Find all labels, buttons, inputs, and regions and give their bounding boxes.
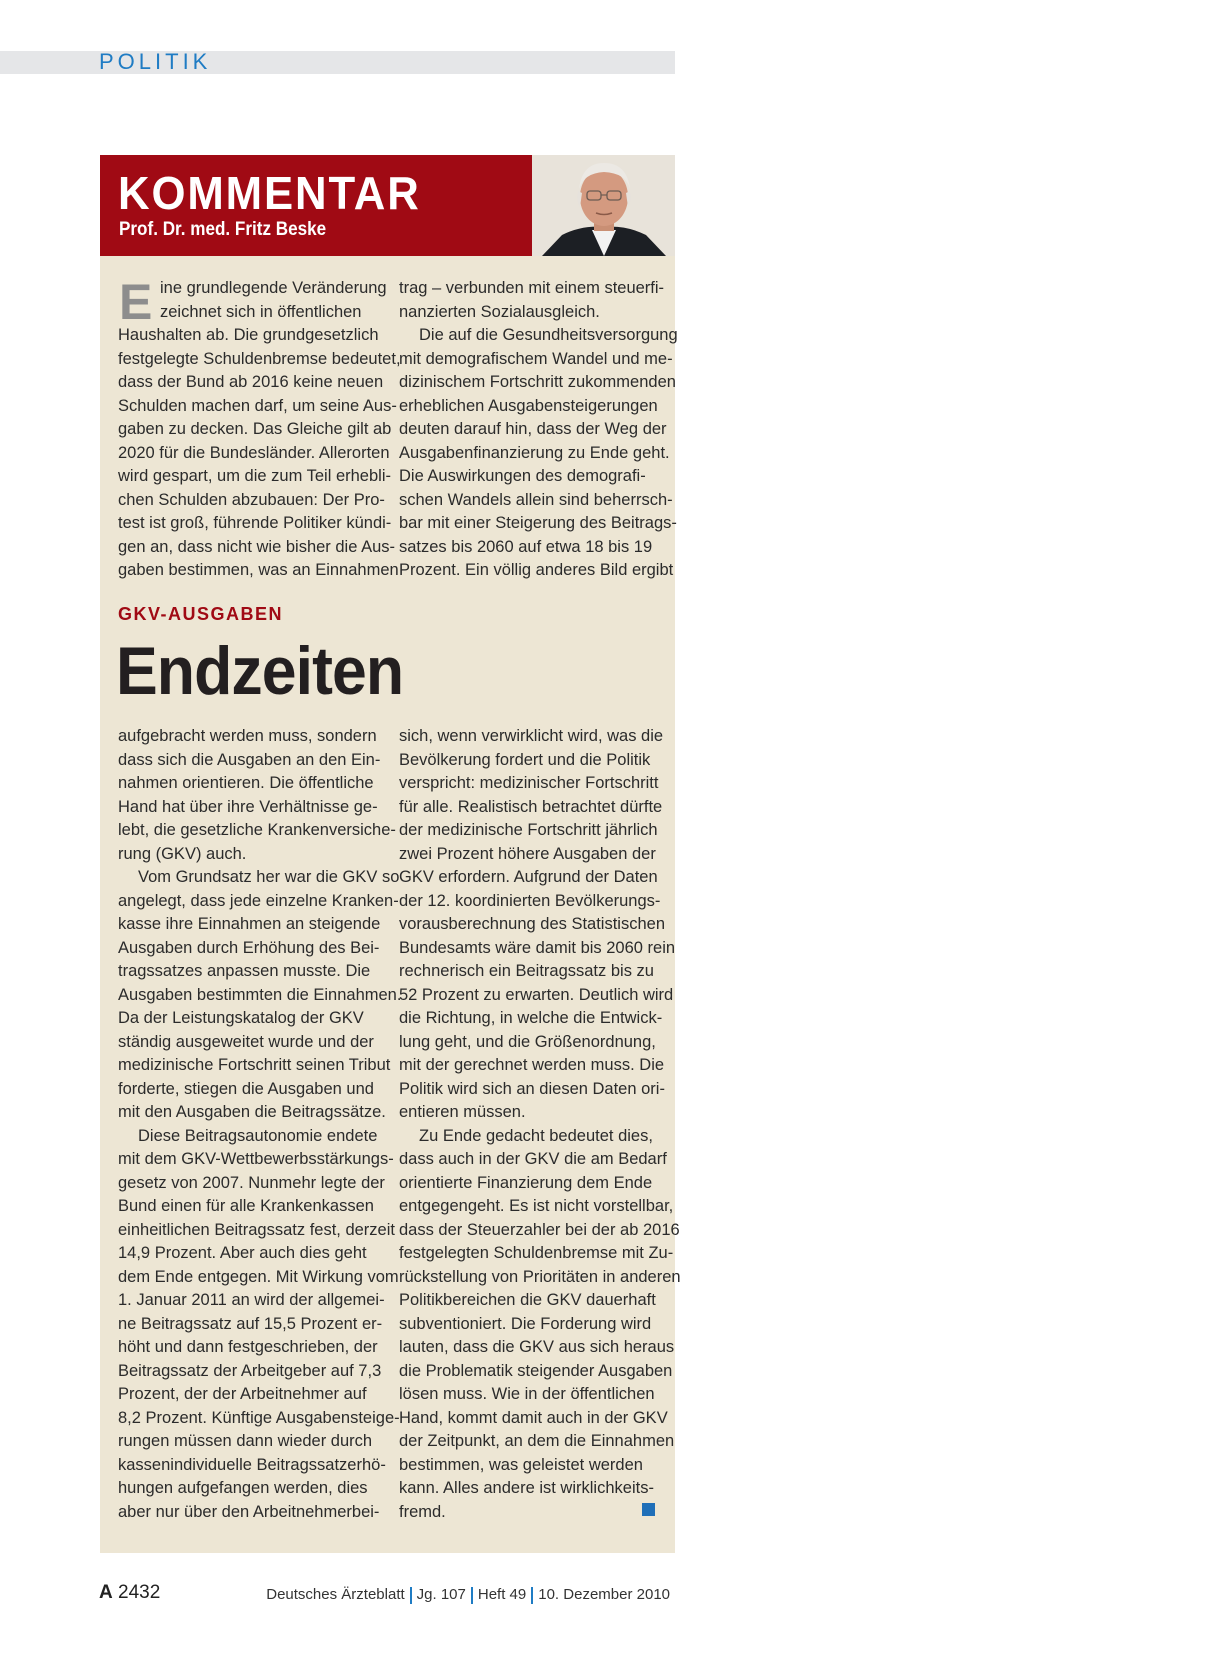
text-line: bar mit einer Steigerung des Beitrags- — [399, 514, 677, 532]
text-line: Hand, kommt damit auch in der GKV — [399, 1408, 668, 1427]
text-line: tragssatzes anpassen musste. Die — [118, 962, 371, 980]
column-bottom-left — [118, 725, 401, 1524]
text-line: aufgebracht werden muss, sondern — [118, 727, 377, 745]
text-line: Ausgaben durch Erhöhung des Bei- — [118, 938, 380, 957]
text-line: ne Beitragssatz auf 15,5 Prozent er- — [118, 1314, 383, 1333]
text-line: gaben bestimmen, was an Einnahmen — [118, 561, 399, 579]
author-name: Prof. Dr. med. Fritz Beske — [119, 219, 327, 240]
commentary-title: KOMMENTAR — [118, 167, 421, 219]
text-line: Bundesamts wäre damit bis 2060 rein — [399, 938, 676, 957]
text-line: schen Wandels allein sind beherrsch- — [399, 490, 673, 509]
text-line: chen Schulden abzubauen: Der Pro- — [118, 490, 385, 509]
journal-name: Deutsches Ärzteblatt — [266, 1586, 405, 1603]
text-line: lung geht, und die Größenordnung, — [399, 1032, 656, 1051]
page-number — [99, 1582, 160, 1604]
text-line: mit der gerechnet werden muss. Die — [399, 1056, 665, 1074]
text-line: Ausgaben bestimmten die Einnahmen. — [118, 985, 402, 1004]
text-line: einheitlichen Beitragssatz fest, derzeit — [118, 1220, 395, 1239]
text-line: 2020 für die Bundesländer. Allerorten — [118, 443, 390, 462]
text-line: Prozent. Ein völlig anderes Bild ergibt — [399, 561, 674, 579]
text-line: kann. Alles andere ist wirklichkeits- — [399, 1479, 654, 1497]
text-line: 14,9 Prozent. Aber auch dies geht — [118, 1244, 367, 1262]
text-line: dizinischem Fortschritt zukommenden — [399, 373, 676, 391]
separator — [531, 1587, 533, 1604]
separator — [410, 1587, 412, 1604]
text-line: Beitragssatz der Arbeitgeber auf 7,3 — [118, 1361, 382, 1380]
text-line: Prozent, der der Arbeitnehmer auf — [118, 1385, 367, 1403]
text-line: Zu Ende gedacht bedeutet dies, — [419, 1126, 653, 1145]
text-line: 1. Januar 2011 an wird der allgemei- — [118, 1291, 385, 1309]
text-line: trag – verbunden mit einem steuerfi- — [399, 279, 665, 297]
text-line: dass der Bund ab 2016 keine neuen — [118, 373, 384, 391]
text-line: orientierte Finanzierung dem Ende — [399, 1173, 653, 1192]
text-line: wird gespart, um die zum Teil erhebli- — [118, 467, 391, 485]
text-line: Hand hat über ihre Verhältnisse ge- — [118, 797, 378, 816]
text-line: dem Ende entgegen. Mit Wirkung vom — [118, 1267, 399, 1286]
text-line: kasse ihre Einnahmen an steigende — [118, 915, 381, 933]
article-kicker: GKV-AUSGABEN — [118, 604, 284, 624]
text-line: für alle. Realistisch betrachtet dürfte — [399, 797, 663, 816]
footer-citation — [266, 1586, 670, 1604]
text-line: mit den Ausgaben die Beitragssätze. — [118, 1103, 386, 1121]
page-number-value: 2432 — [118, 1582, 161, 1603]
text-line: Diese Beitragsautonomie endete — [138, 1126, 378, 1145]
text-line: gesetz von 2007. Nunmehr legte der — [118, 1173, 385, 1192]
section-label: POLITIK — [99, 49, 212, 74]
text-line: kassenindividuelle Beitragssatzerhö- — [118, 1455, 386, 1474]
text-line: Ausgabenfinanzierung zu Ende geht. — [399, 443, 670, 462]
text-line: rungen müssen dann wieder durch — [118, 1432, 373, 1450]
end-mark-icon — [642, 1503, 655, 1516]
text-line: aber nur über den Arbeitnehmerbei- — [118, 1502, 380, 1521]
text-line: forderte, stiegen die Ausgaben und — [118, 1079, 374, 1098]
text-line: festgelegte Schuldenbremse bedeutet, — [118, 349, 401, 368]
text-line: dass auch in der GKV die am Bedarf — [399, 1150, 667, 1168]
separator — [471, 1587, 473, 1604]
column-top-left — [118, 274, 401, 583]
text-line: festgelegten Schuldenbremse mit Zu- — [399, 1244, 674, 1262]
text-line: gen an, dass nicht wie bisher die Aus- — [118, 537, 395, 556]
text-line: erheblichen Ausgabensteigerungen — [399, 396, 658, 415]
text-line: gaben zu decken. Das Gleiche gilt ab — [118, 420, 392, 438]
text-line: medizinische Fortschritt seinen Tribut — [118, 1056, 391, 1074]
text-line: vorausberechnung des Statistischen — [399, 915, 665, 933]
text-line: Politik wird sich an diesen Daten ori- — [399, 1079, 665, 1098]
text-line: dass sich die Ausgaben an den Ein- — [118, 750, 381, 769]
text-line: angelegt, dass jede einzelne Kranken- — [118, 891, 399, 910]
text-line: bestimmen, was geleistet werden — [399, 1455, 643, 1474]
text-line: Schulden machen darf, um seine Aus- — [118, 396, 397, 415]
text-line: fremd. — [399, 1502, 446, 1521]
text-line: mit demografischem Wandel und me- — [399, 349, 673, 368]
column-top-right — [399, 277, 678, 583]
text-line: dass der Steuerzahler bei der ab 2016 — [399, 1220, 680, 1239]
text-line: die Problematik steigender Ausgaben — [399, 1361, 673, 1380]
page-prefix: A — [99, 1582, 113, 1603]
journal-date: 10. Dezember 2010 — [538, 1586, 670, 1603]
text-line: entgegengeht. Es ist nicht vorstellbar, — [399, 1197, 674, 1215]
text-line: rückstellung von Prioritäten in anderen — [399, 1267, 681, 1286]
text-line: nanzierten Sozialausgleich. — [399, 302, 600, 321]
text-line: Die auf die Gesundheitsversorgung — [419, 326, 678, 344]
text-line: deuten darauf hin, dass der Weg der — [399, 420, 667, 438]
text-line: entieren müssen. — [399, 1103, 526, 1121]
text-line: 52 Prozent zu erwarten. Deutlich wird — [399, 985, 674, 1004]
article-headline: Endzeiten — [116, 633, 404, 709]
text-line: lebt, die gesetzliche Krankenversiche- — [118, 821, 396, 839]
column-bottom-right — [399, 725, 681, 1524]
portrait-image — [532, 155, 675, 256]
text-line: Bevölkerung fordert und die Politik — [399, 750, 651, 769]
text-line: rung (GKV) auch. — [118, 844, 247, 863]
text-line: zeichnet sich in öffentlichen — [160, 302, 362, 321]
journal-issue: Heft 49 — [477, 1586, 527, 1603]
text-line: Politikbereichen die GKV dauerhaft — [399, 1291, 656, 1309]
text-line: der Zeitpunkt, an dem die Einnahmen — [399, 1432, 675, 1450]
text-line: verspricht: medizinischer Fortschritt — [399, 774, 659, 792]
text-line: hungen aufgefangen werden, dies — [118, 1479, 368, 1497]
text-line: subventioniert. Die Forderung wird — [399, 1314, 652, 1333]
text-line: zwei Prozent höhere Ausgaben der — [399, 844, 656, 863]
text-line: Da der Leistungskatalog der GKV — [118, 1009, 364, 1027]
drop-cap: E — [119, 274, 153, 330]
text-line: lauten, dass die GKV aus sich heraus — [399, 1338, 675, 1356]
text-line: Bund einen für alle Krankenkassen — [118, 1197, 374, 1215]
text-line: höht und dann festgeschrieben, der — [118, 1338, 378, 1356]
text-line: der medizinische Fortschritt jährlich — [399, 821, 658, 839]
text-line: Vom Grundsatz her war die GKV so — [138, 868, 400, 886]
text-line: die Richtung, in welche die Entwick- — [399, 1009, 663, 1027]
text-line: rechnerisch ein Beitragssatz bis zu — [399, 962, 654, 980]
text-line: satzes bis 2060 auf etwa 18 bis 19 — [399, 537, 653, 556]
text-line: sich, wenn verwirklicht wird, was die — [399, 727, 664, 745]
text-line: test ist groß, führende Politiker kündi- — [118, 514, 392, 532]
text-line: lösen muss. Wie in der öffentlichen — [399, 1385, 655, 1403]
text-line: mit dem GKV-Wettbewerbsstärkungs- — [118, 1150, 394, 1168]
text-line: GKV erfordern. Aufgrund der Daten — [399, 868, 658, 886]
text-line: Die Auswirkungen des demografi- — [399, 467, 646, 485]
text-line: 8,2 Prozent. Künftige Ausgabensteige- — [118, 1408, 400, 1427]
journal-volume: Jg. 107 — [416, 1586, 466, 1603]
text-line: nahmen orientieren. Die öffentliche — [118, 774, 374, 792]
text-line: ständig ausgeweitet wurde und der — [118, 1032, 374, 1051]
author-portrait — [532, 155, 675, 256]
text-line: Haushalten ab. Die grundgesetzlich — [118, 326, 379, 344]
text-line: ine grundlegende Veränderung — [160, 279, 387, 297]
text-line: der 12. koordinierten Bevölkerungs- — [399, 891, 661, 910]
